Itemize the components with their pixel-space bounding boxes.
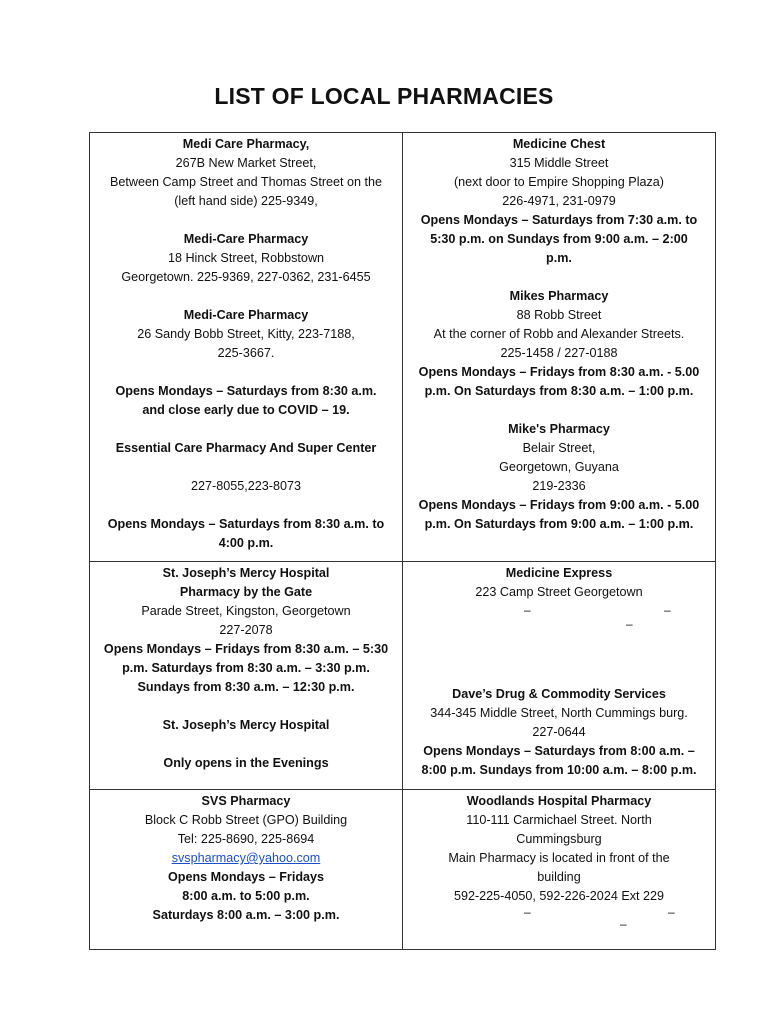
address-line: Belair Street, [522,441,596,455]
address-line: Cummingsburg [516,832,602,846]
entry-medicine-express [408,564,710,685]
hours-line: 8:00 p.m. Sundays from 10:00 a.m. – 8:00 p.m. [421,763,697,777]
table-cell-left [90,790,403,950]
pharmacy-name: Pharmacy by the Gate [179,585,313,599]
entry-medi-care-new-market [95,135,397,211]
hours-line: Sundays from 8:30 a.m. – 12:30 p.m. [137,680,355,694]
address-line: (left hand side) 225-9349, [174,194,318,208]
entry-woodlands [408,792,710,932]
hours-line: p.m. On Saturdays from 8:30 a.m. – 1:00 p.m. [424,384,694,398]
hours-line: Opens Mondays – Fridays from 8:30 a.m. – 5:30 [103,642,389,656]
address-line: 110-111 Carmichael Street. North [466,813,652,827]
pharmacy-name: Mikes Pharmacy [509,289,609,303]
phone-line: 227-2078 [219,623,273,637]
email-link[interactable]: svspharmacy@yahoo.com [171,851,321,865]
entry-st-josephs-gate [95,564,397,697]
pharmacy-table [89,132,716,950]
entry-medicine-chest [408,135,710,268]
page-title: LIST OF LOCAL PHARMACIES [214,83,554,109]
hours-line: Opens Mondays – Fridays [167,870,325,884]
hours-line: Saturdays 8:00 a.m. – 3:00 p.m. [152,908,340,922]
pharmacy-name: Mike's Pharmacy [508,422,610,436]
hours-line: p.m. Saturdays from 8:30 a.m. – 3:30 p.m. [122,661,370,675]
pharmacy-name: Woodlands Hospital Pharmacy [466,794,652,808]
entry-essential-care [95,439,397,553]
hours-line: 5:30 p.m. on Sundays from 9:00 a.m. – 2:00 [430,232,688,246]
hours-line: Opens Mondays – Fridays from 9:00 a.m. - 5.00 [418,498,700,512]
address-line: Between Camp Street and Thomas Street on the [109,175,383,189]
entry-mikes-robb [408,287,710,401]
phone-line: 227-0644 [532,725,586,739]
address-line: Georgetown, Guyana [499,460,619,474]
pharmacy-name: Medicine Express [505,566,613,580]
table-row [90,790,716,950]
table-cell-right [403,790,716,950]
address-line: 223 Camp Street Georgetown [475,585,643,599]
pharmacy-name: Medi-Care Pharmacy [183,232,309,246]
address-line: 18 Hinck Street, Robbstown [167,251,325,265]
address-line: At the corner of Robb and Alexander Streets. [433,327,685,341]
pharmacy-name: Medi-Care Pharmacy [183,308,309,322]
pharmacy-name: SVS Pharmacy [201,794,291,808]
address-line: 315 Middle Street [509,156,609,170]
pharmacy-name: St. Joseph’s Mercy Hospital [162,718,330,732]
hours-line: p.m. [546,251,572,265]
hours-line: Opens Mondays – Saturdays from 8:00 a.m. – [423,744,695,758]
dash-mark: – [664,603,671,617]
phone-line: 225-1458 / 227-0188 [500,346,618,360]
dash-mark: – [626,617,633,631]
table-cell-right [403,562,716,790]
hours-line: 8:00 a.m. to 5:00 p.m. [182,889,310,903]
hours-line: Opens Mondays – Saturdays from 8:30 a.m. to [107,517,385,531]
dash-marks [408,602,710,631]
phone-line: 227-8055,223-8073 [191,479,301,493]
address-line: Block C Robb Street (GPO) Building [144,813,348,827]
entry-st-josephs-evening [95,716,397,773]
dash-mark: – [524,603,531,617]
phone-line: 592-225-4050, 592-226-2024 Ext 229 [453,889,665,903]
table-row [90,562,716,790]
hours-line: Only opens in the Evenings [163,756,329,770]
hours-line: Opens Mondays – Saturdays from 8:30 a.m. [115,384,377,398]
table-cell-left [90,133,403,562]
hours-line: 4:00 p.m. [218,536,274,550]
table-cell-right [403,133,716,562]
pharmacy-name: Essential Care Pharmacy And Super Center [115,441,377,455]
address-line: Parade Street, Kingston, Georgetown [141,604,351,618]
pharmacy-name: St. Joseph’s Mercy Hospital [162,566,330,580]
hours-line: Opens Mondays – Saturdays from 7:30 a.m. to [420,213,698,227]
address-line: Main Pharmacy is located in front of the [448,851,670,865]
dash-mark: – [620,917,627,931]
address-line: building [537,870,581,884]
hours-line: p.m. On Saturdays from 9:00 a.m. – 1:00 p.m. [424,517,694,531]
address-line: 267B New Market Street, [175,156,317,170]
dash-marks [408,906,710,932]
address-line: 225-3667. [217,346,275,360]
phone-line: 219-2336 [532,479,586,493]
phone-line: Tel: 225-8690, 225-8694 [177,832,315,846]
address-line: 344-345 Middle Street, North Cummings burg. [430,706,688,720]
entry-svs-pharmacy [95,792,397,925]
entry-medi-care-kitty [95,306,397,363]
address-line: 88 Robb Street [516,308,602,322]
table-row [90,133,716,562]
address-line: (next door to Empire Shopping Plaza) [453,175,664,189]
hours-line: Opens Mondays – Fridays from 8:30 a.m. - 5.00 [418,365,700,379]
medi-care-hours [95,382,397,420]
address-line: Georgetown. 225-9369, 227-0362, 231-6455 [121,270,371,284]
table-cell-left [90,562,403,790]
phone-line: 226-4971, 231-0979 [502,194,616,208]
address-line: 26 Sandy Bobb Street, Kitty, 223-7188, [137,327,355,341]
pharmacy-name: Dave’s Drug & Commodity Services [452,687,666,701]
pharmacy-name: Medi Care Pharmacy, [182,137,310,151]
pharmacy-name: Medicine Chest [512,137,606,151]
hours-line: and close early due to COVID – 19. [142,403,350,417]
dash-mark: – [668,905,675,919]
entry-medi-care-hinck [95,230,397,287]
entry-daves-drug [408,685,710,780]
entry-mikes-belair [408,420,710,534]
dash-mark: – [524,905,531,919]
